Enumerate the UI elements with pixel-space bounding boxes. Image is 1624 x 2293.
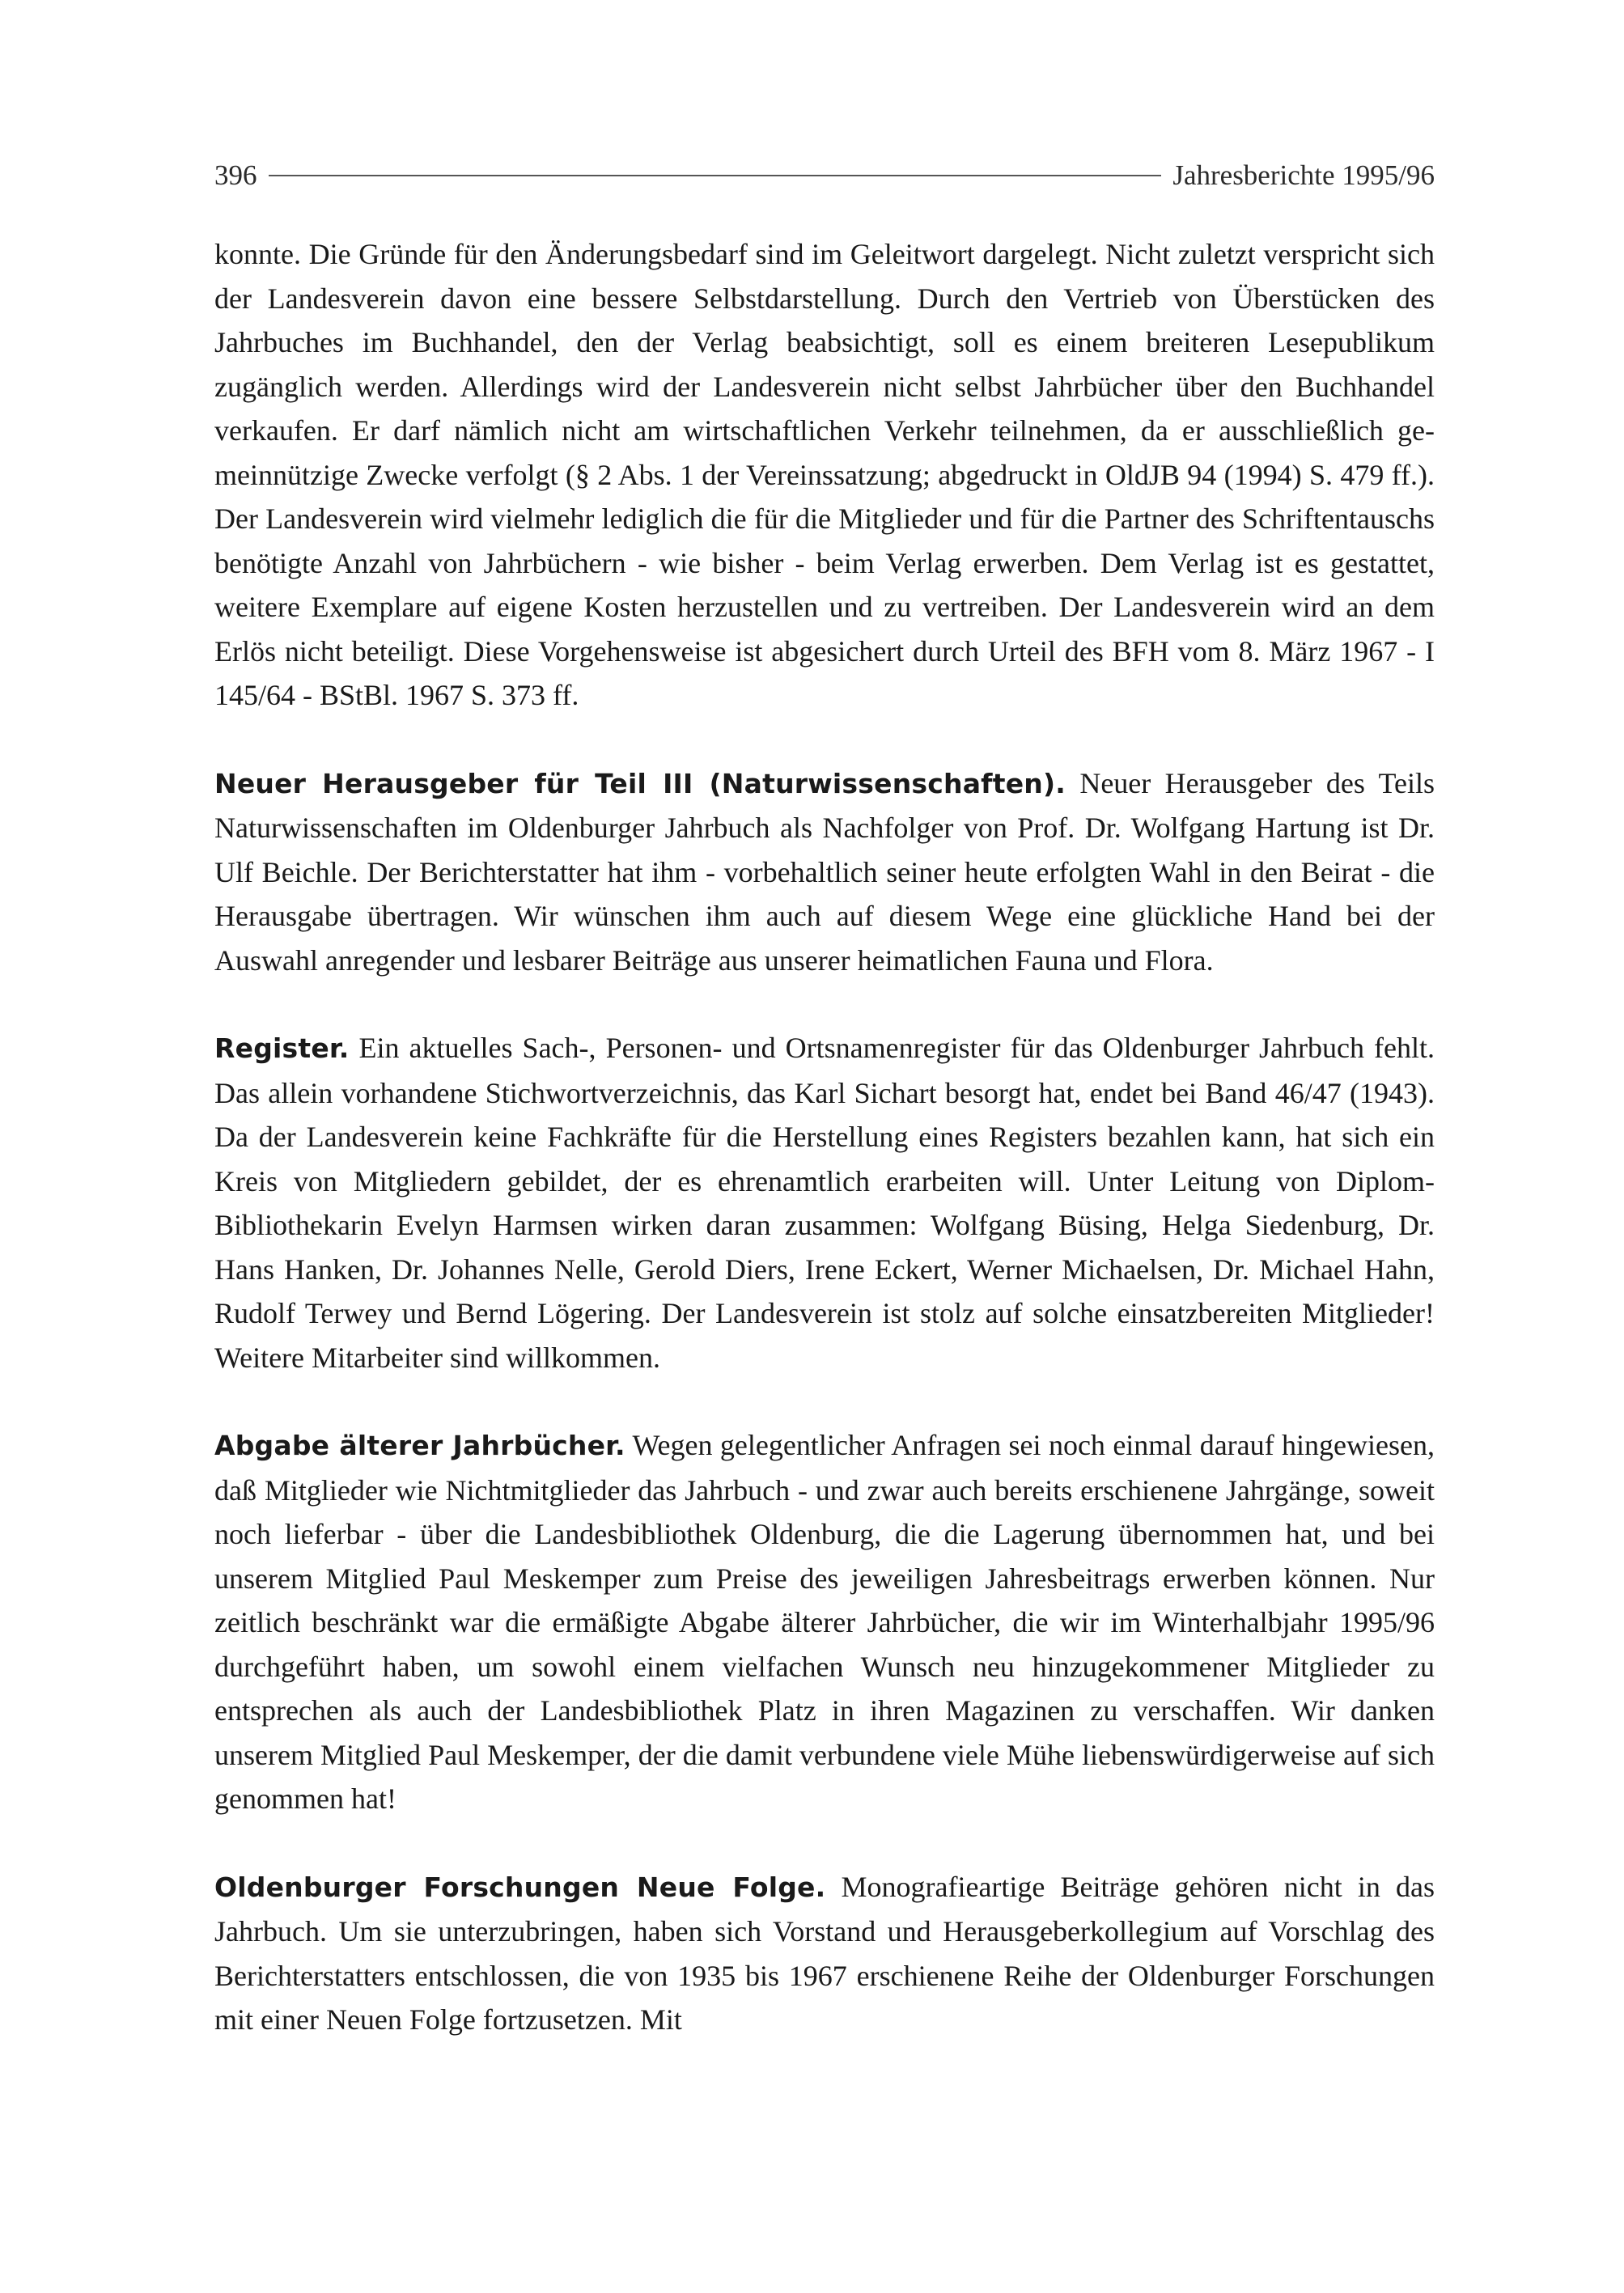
paragraph-new-editor	[214, 761, 1435, 983]
paragraph-oldenburger-forschungen	[214, 1865, 1435, 2042]
paragraph-heading: Register.	[214, 1032, 350, 1064]
document-page	[214, 158, 1435, 2042]
paragraph-heading: Abgabe älterer Jahrbücher.	[214, 1430, 625, 1461]
page-number: 396	[214, 159, 257, 191]
running-title: Jahresberichte 1995/96	[1172, 159, 1435, 191]
running-header	[214, 158, 1435, 193]
paragraph-register	[214, 1026, 1435, 1380]
paragraph-text: Wegen gelegentlicher Anfragen sei noch einmal darauf hingewiesen, daß Mitglieder wie Nichtmitglieder das Jahrbuch - und zwar auch bereits erschienene Jahrgänge, soweit noch lieferbar - über die Landesbibliothek Oldenburg, die die Lagerung übernommen hat, und bei unserem Mitglied Paul Meskemper zum Preise des jeweiligen Jahresbeitrags erwerben können. Nur zeitlich beschränkt war die ermäßigte Abgabe älterer Jahrbücher, die wir im Winterhalbjahr 1995/96 durchgeführt haben, um sowohl einem vielfachen Wunsch neu hinzugekommener Mitglieder zu entsprechen als auch der Landesbibliothek Platz in ihren Magazinen zu verschaffen. Wir danken unserem Mitglied Paul Meskemper, der die damit verbundene viele Mühe liebenswürdigerweise auf sich genommen hat!	[214, 1429, 1435, 1815]
paragraph-continuation	[214, 232, 1435, 718]
header-rule	[269, 175, 1162, 176]
paragraph-text: Monografieartige Beiträge gehören nicht in das Jahrbuch. Um sie unterzubringen, haben sich Vorstand und Herausgeberkollegium auf Vorschlag des Berichterstatters entschlossen, die von 1935 bis 1967 erschienene Reihe der Oldenburger Forschungen mit einer Neuen Folge fortzusetzen. Mit	[214, 1870, 1435, 2036]
paragraph-heading: Oldenburger Forschungen Neue Folge.	[214, 1871, 826, 1903]
paragraph-text: Neuer Herausgeber des Teils Naturwissenschaften im Oldenburger Jahrbuch als Nachfolger von Prof. Dr. Wolfgang Hartung ist Dr. Ulf Beichle. Der Berichterstatter hat ihm - vorbehaltlich seiner heute erfolgten Wahl in den Beirat - die Herausgabe übertragen. Wir wünschen ihm auch auf diesem Wege eine glückliche Hand bei der Auswahl anregender und lesbarer Beiträge aus unserer heimatlichen Fauna und Flora.	[214, 766, 1435, 977]
body-text	[214, 232, 1435, 2042]
paragraph-heading: Neuer Herausgeber für Teil III (Naturwissenschaften).	[214, 767, 1066, 799]
paragraph-text: Ein aktuelles Sach-, Personen- und Ortsnamenregister für das Oldenburger Jahrbuch fehlt. Das allein vorhandene Stichwortverzeichnis, das Karl Sichart besorgt hat, endet bei Band 46/47 (1943). Da der Landesverein keine Fachkräfte für die Herstellung eines Registers bezahlen kann, hat sich ein Kreis von Mitgliedern gebildet, der es ehrenamtlich erarbeiten will. Unter Leitung von Diplom-Bibliothekarin Evelyn Harmsen wirken daran zusammen: Wolfgang Büsing, Helga Siedenburg, Dr. Hans Hanken, Dr. Johannes Nelle, Gerold Diers, Irene Eckert, Werner Michaelsen, Dr. Michael Hahn, Rudolf Terwey und Bernd Lögering. Der Landesverein ist stolz auf solche einsatzbereiten Mitglieder! Weitere Mitarbeiter sind willkommen.	[214, 1032, 1435, 1374]
paragraph-older-yearbooks	[214, 1423, 1435, 1821]
paragraph-text: konnte. Die Gründe für den Änderungsbedarf sind im Geleitwort dargelegt. Nicht zuletzt verspricht sich der Landesverein davon eine bessere Selbstdarstellung. Durch den Vertrieb von Überstücken des Jahrbuches im Buchhandel, den der Verlag beabsichtigt, soll es einem breiteren Lesepublikum zugänglich werden. Allerdings wird der Landesverein nicht selbst Jahrbücher über den Buchhandel verkaufen. Er darf nämlich nicht am wirtschaftlichen Verkehr teilnehmen, da er ausschließlich gemeinnützige Zwecke verfolgt (§ 2 Abs. 1 der Vereinssatzung; abgedruckt in OldJB 94 (1994) S. 479 ff.). Der Landesverein wird vielmehr lediglich die für die Mitglieder und für die Partner des Schriftentauschs benötigte Anzahl von Jahrbüchern - wie bisher - beim Verlag erwerben. Dem Verlag ist es gestattet, weitere Exemplare auf eigene Kosten herzustellen und zu vertreiben. Der Landesverein wird an dem Erlös nicht beteiligt. Diese Vorgehensweise ist abgesichert durch Urteil des BFH vom 8. März 1967 - I 145/64 - BStBl. 1967 S. 373 ff.	[214, 238, 1435, 711]
